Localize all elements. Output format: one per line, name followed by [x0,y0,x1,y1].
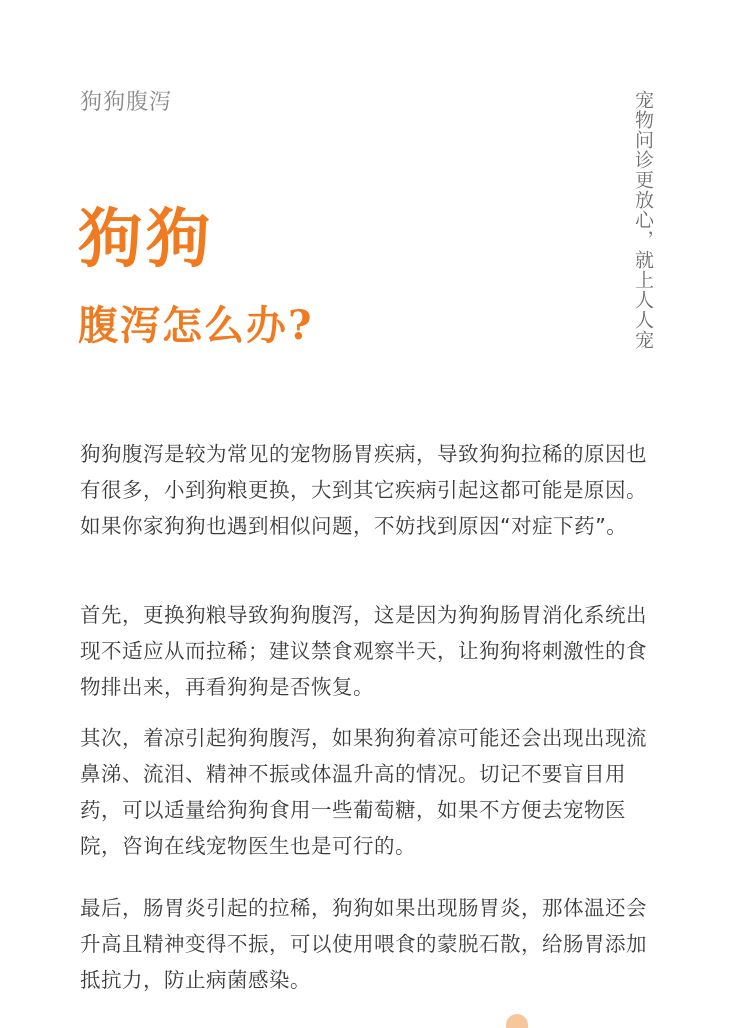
article-paragraph-3: 其次，着凉引起狗狗腹泻，如果狗狗着凉可能还会出现出现流鼻涕、流泪、精神不振或体温升高的情况。切记不要盲目用药，可以适量给狗狗食用一些葡萄糖，如果不方便去宠物医院，咨询在线宠物医生也是可行的。 [80,726,647,858]
page-subtitle: 腹泻怎么办? [78,302,314,349]
article-paragraph-2: 首先，更换狗粮导致狗狗腹泻，这是因为狗狗肠胃消化系统出现不适应从而拉稀；建议禁食观察半天，让狗狗将刺激性的食物排出来，再看狗狗是否恢复。 [80,603,647,699]
page-title: 狗狗 [78,202,214,277]
article-paragraph-4: 最后，肠胃炎引起的拉稀，狗狗如果出现肠胃炎，那体温还会升高且精神变得不振，可以使用喂食的蒙脱石散，给肠胃添加抵抗力，防止病菌感染。 [80,896,647,992]
vertical-slogan: 宠物问诊更放心，就上人人宠 [632,90,654,350]
category-label: 狗狗腹泻 [80,90,173,115]
decorative-blob [506,1014,528,1028]
article-paragraph-1: 狗狗腹泻是较为常见的宠物肠胃疾病，导致狗狗拉稀的原因也有很多，小到狗粮更换，大到其它疾病引起这都可能是原因。如果你家狗狗也遇到相似问题，不妨找到原因“对症下药”。 [80,442,647,538]
